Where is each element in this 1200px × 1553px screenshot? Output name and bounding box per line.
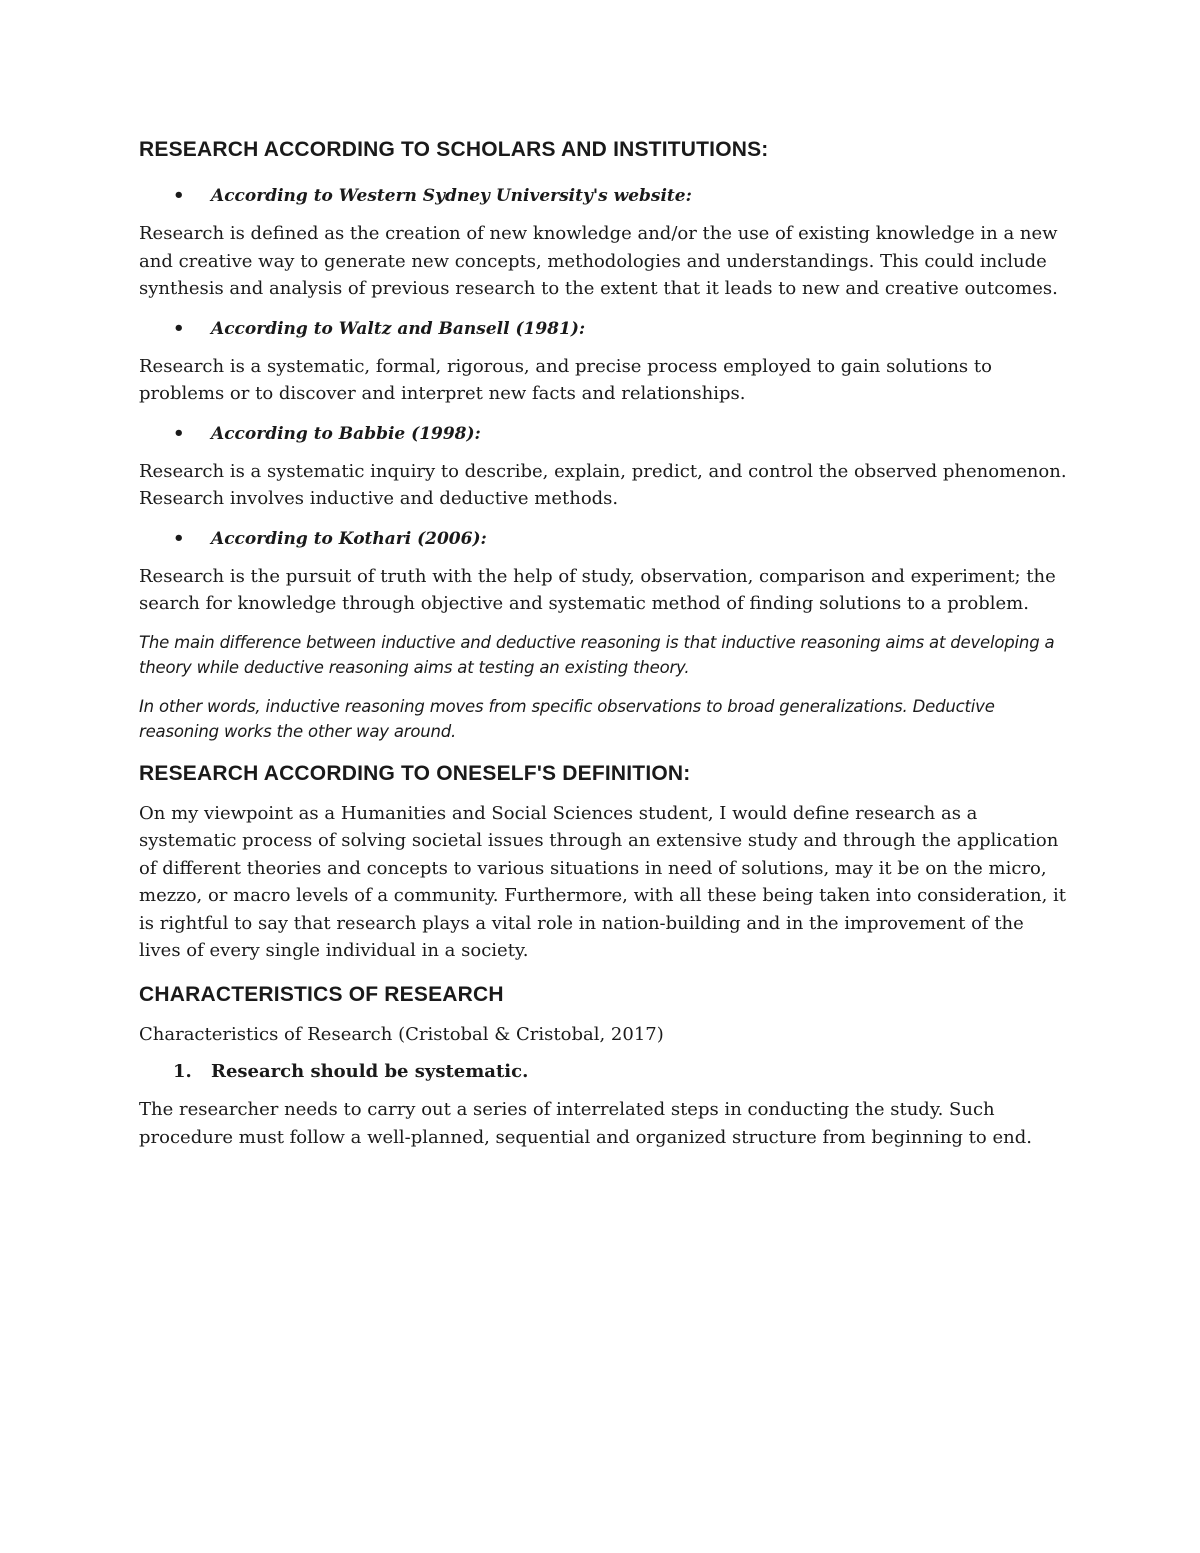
bullet-icon: • xyxy=(173,317,185,339)
own-definition-paragraph: On my viewpoint as a Humanities and Social Sciences student, I would define research as a systematic process of solving societal issues through an extensive study and through the application of different theories and concepts to various situations in need of solutions, may it be on the micro, mezzo, or macro levels of a community. Furthermore, with all these being taken into consideration, it is rightful to say that research plays a vital role in nation-building and in the improvement of the lives of every single individual in a society. xyxy=(139,802,1067,961)
reasoning-note: In other words, inductive reasoning moves from specific observations to broad generalizations. Deductive reasoning works the other way around. xyxy=(139,696,995,741)
reasoning-note: The main difference between inductive and deductive reasoning is that inductive reasoning aims at developing a theory while deductive reasoning aims at testing an existing theory. xyxy=(139,632,1055,677)
bullet-icon: • xyxy=(173,185,185,206)
bullet-icon: • xyxy=(173,527,185,549)
definition-paragraph: Research is defined as the creation of new knowledge and/or the use of existing knowledge in a new and creative way to generate new concepts, methodologies and understandings. This could include synthesis and analysis of previous research to the extent that it leads to new and creative outcomes. xyxy=(139,223,1058,299)
bullet-label: According to Kothari (2006): xyxy=(211,528,487,549)
bullet-label: According to Babbie (1998): xyxy=(211,423,481,444)
bullet-label: According to Western Sydney University's website: xyxy=(211,186,692,206)
characteristic-paragraph: The researcher needs to carry out a series of interrelated steps in conducting the study. Such procedure must follow a well-planned, sequential and organized structure from beginning to end. xyxy=(139,1099,1032,1148)
document-page xyxy=(139,138,1069,1151)
definition-paragraph: Research is the pursuit of truth with the help of study, observation, comparison and experiment; the search for knowledge through objective and systematic method of finding solutions to a problem. xyxy=(139,565,1056,614)
section-heading-own-definition: RESEARCH ACCORDING TO ONESELF'S DEFINITION: xyxy=(139,761,691,785)
definition-paragraph: Research is a systematic, formal, rigorous, and precise process employed to gain solutions to problems or to discover and interpret new facts and relationships. xyxy=(139,355,992,404)
bullet-item xyxy=(139,318,1069,339)
numbered-item xyxy=(139,1061,1069,1082)
definition-paragraph: Research is a systematic inquiry to describe, explain, predict, and control the observed phenomenon. Research involves inductive and deductive methods. xyxy=(139,460,1067,509)
section-heading-characteristics: CHARACTERISTICS OF RESEARCH xyxy=(139,982,504,1006)
item-label: Research should be systematic. xyxy=(211,1061,529,1082)
bullet-item xyxy=(139,423,1069,444)
bullet-icon: • xyxy=(173,422,185,444)
characteristics-subtitle: Characteristics of Research (Cristobal & Cristobal, 2017) xyxy=(139,1023,664,1045)
section-heading-scholars: RESEARCH ACCORDING TO SCHOLARS AND INSTITUTIONS: xyxy=(139,138,769,161)
bullet-item xyxy=(139,185,1069,206)
bullet-item xyxy=(139,528,1069,549)
item-number: 1. xyxy=(173,1061,192,1082)
bullet-label: According to Waltz and Bansell (1981): xyxy=(211,318,586,339)
